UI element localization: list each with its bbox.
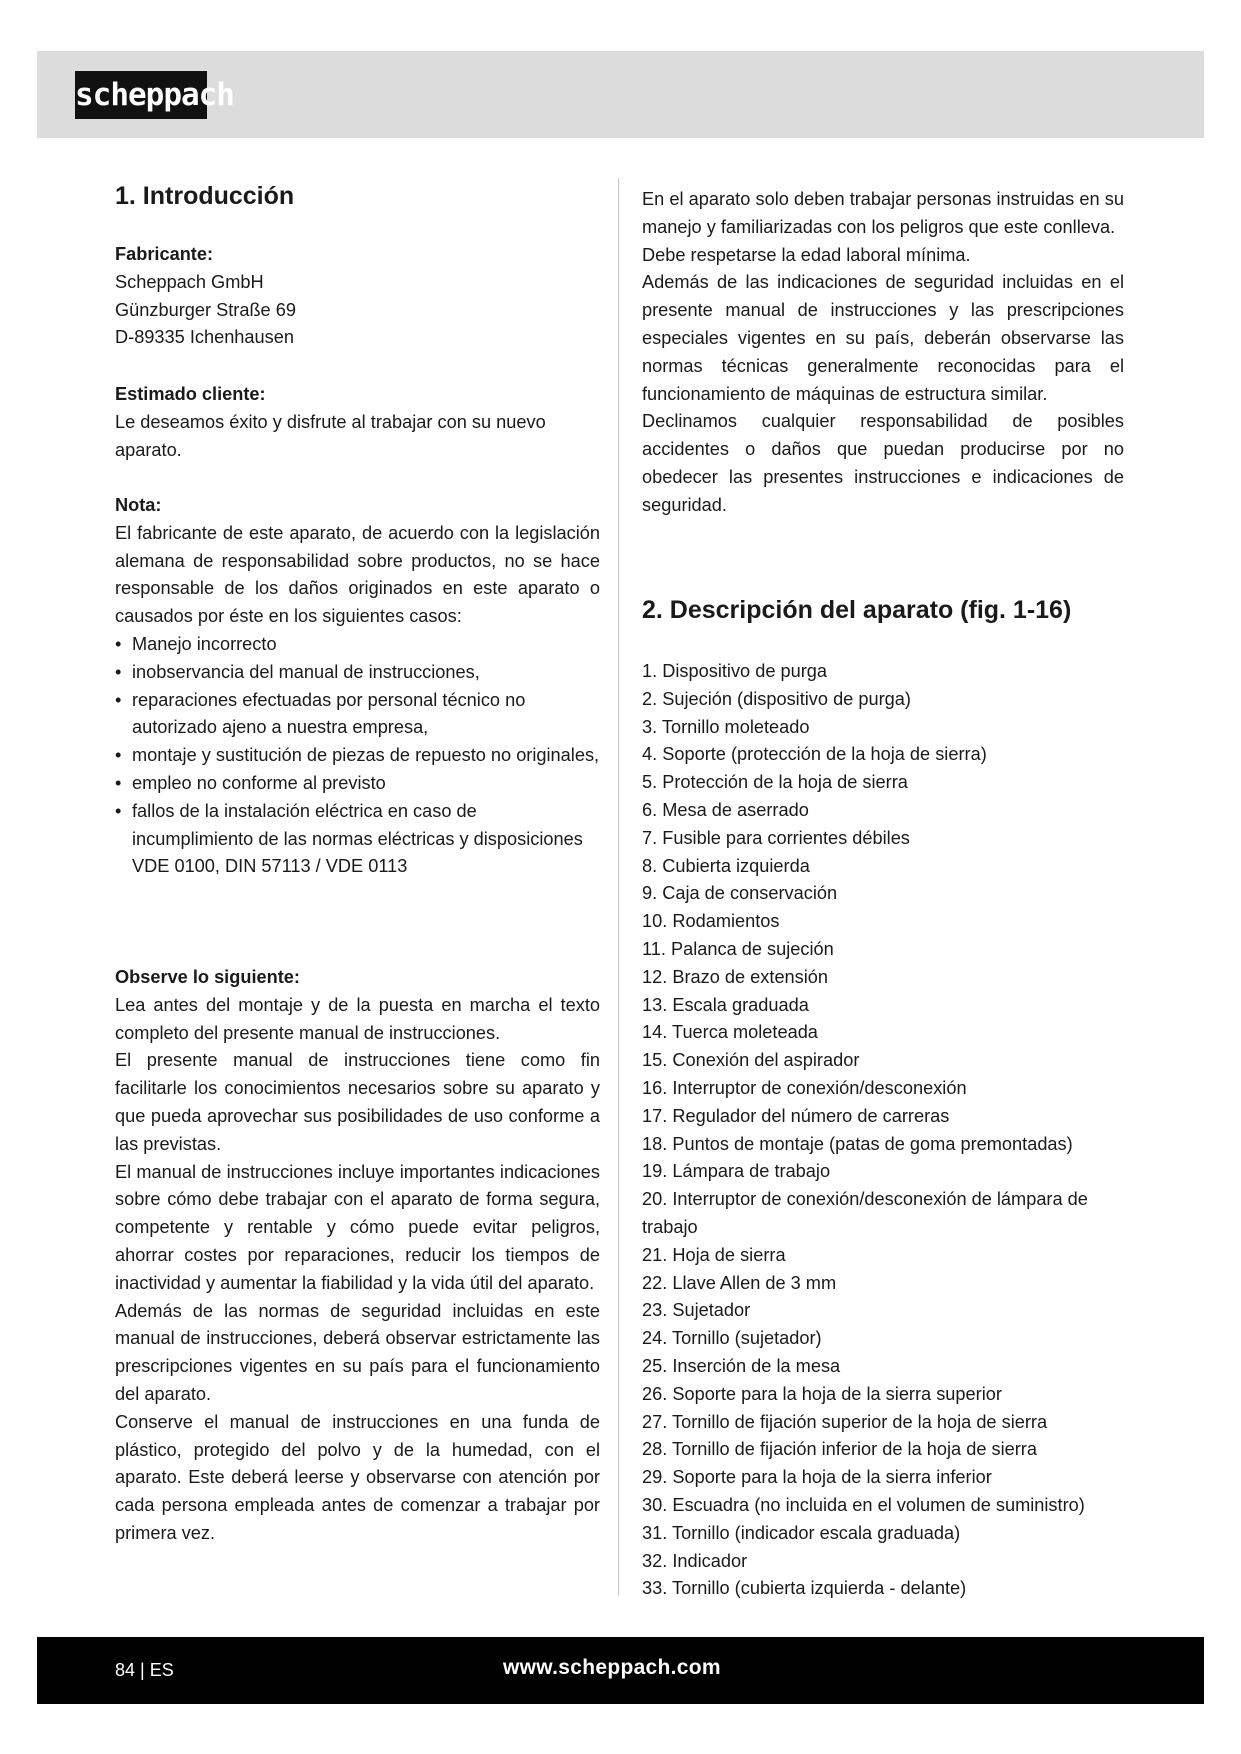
list-item: 29. Soporte para la hoja de la sierra inferior (642, 1467, 992, 1488)
safety-paragraph: Declinamos cualquier responsabilidad de posibles accidentes o daños que puedan producirse por no obedecer las presentes instrucciones e indicaciones de seguridad. (642, 411, 1124, 515)
column-divider (618, 178, 619, 1596)
observe-paragraph: El presente manual de instrucciones tiene como fin facilitarle los conocimientos necesarios sobre su aparato y que pueda aprovechar sus posibilidades de uso conforme a las previstas. (115, 1050, 600, 1154)
list-item: 14. Tuerca moleteada (642, 1022, 818, 1043)
list-item: 19. Lámpara de trabajo (642, 1161, 831, 1182)
observe-block (115, 964, 600, 1548)
list-item: • inobservancia del manual de instrucciones, (115, 659, 600, 687)
note-label: Nota: (115, 495, 162, 515)
observe-paragraph: Lea antes del montaje y de la puesta en marcha el texto completo del presente manual de instrucciones. (115, 994, 600, 1043)
list-item: 33. Tornillo (cubierta izquierda - delante) (642, 1578, 967, 1599)
website-link[interactable]: www.scheppach.com (503, 1656, 721, 1679)
scheppach-logo: scheppach (75, 71, 207, 119)
list-item: 6. Mesa de aserrado (642, 799, 809, 820)
note-text: El fabricante de este aparato, de acuerdo con la legislación alemana de responsabilidad sobre productos, no se hace responsable de los daños originados en este aparato o causados por éste en los siguientes casos: (115, 522, 600, 627)
observe-paragraph: El manual de instrucciones incluye importantes indicaciones sobre cómo debe trabajar con el aparato de forma segura, competente y rentable y cómo puede evitar peligros, ahorrar costes por reparaciones, reducir los tiempos de inactividad y aumentar la fiabilidad y la vida útil del aparato. (115, 1161, 600, 1293)
list-item: 8. Cubierta izquierda (642, 855, 810, 876)
list-item: 27. Tornillo de fijación superior de la hoja de sierra (642, 1411, 1048, 1432)
manufacturer-block (115, 241, 296, 352)
list-item: 10. Rodamientos (642, 911, 780, 932)
manufacturer-label: Fabricante: (115, 244, 214, 264)
list-item: • montaje y sustitución de piezas de repuesto no originales, (115, 742, 600, 770)
list-item: 20. Interruptor de conexión/desconexión de lámpara de trabajo (642, 1189, 1088, 1237)
list-item: 15. Conexión del aspirador (642, 1050, 860, 1071)
list-item: • reparaciones efectuadas por personal técnico no autorizado ajeno a nuestra empresa, (115, 687, 600, 743)
list-item: 7. Fusible para corrientes débiles (642, 827, 910, 848)
customer-block (115, 381, 600, 464)
list-item: • Manejo incorrecto (115, 631, 600, 659)
note-list (115, 631, 600, 881)
list-item: 2. Sujeción (dispositivo de purga) (642, 688, 911, 709)
list-item: 21. Hoja de sierra (642, 1244, 786, 1265)
list-item: 30. Escuadra (no incluida en el volumen de suministro) (642, 1494, 1085, 1515)
list-item: 18. Puntos de montaje (patas de goma premontadas) (642, 1133, 1073, 1154)
list-item: 22. Llave Allen de 3 mm (642, 1272, 837, 1293)
safety-paragraph: Debe respetarse la edad laboral mínima. (642, 244, 971, 265)
safety-paragraph: Además de las indicaciones de seguridad incluidas en el presente manual de instrucciones y las prescripciones especiales vigentes en su país, deberán observarse las normas técnicas generalmente reconocidas para el funcionamiento de máquinas de estructura similar. (642, 272, 1124, 404)
list-item: • empleo no conforme al previsto (115, 770, 600, 798)
list-item: • fallos de la instalación eléctrica en caso de incumplimiento de las normas eléctricas y disposiciones VDE 0100, DIN 57113 / VDE 0113 (115, 798, 600, 881)
list-item: 13. Escala graduada (642, 994, 809, 1015)
list-item: 1. Dispositivo de purga (642, 661, 828, 681)
section-heading-description: 2. Descripción del aparato (fig. 1-16) (642, 596, 1072, 624)
customer-label: Estimado cliente: (115, 384, 266, 404)
list-item: 24. Tornillo (sujetador) (642, 1328, 822, 1349)
section-heading-introduction: 1. Introducción (115, 182, 295, 210)
list-item: 17. Regulador del número de carreras (642, 1105, 950, 1126)
manufacturer-name: Scheppach GmbH (115, 271, 264, 292)
observe-paragraph: Conserve el manual de instrucciones en una funda de plástico, protegido del polvo y de la humedad, con el aparato. Este deberá leerse y observarse con atención por cada persona empleada antes de comenzar a trabajar por primera vez. (115, 1411, 600, 1543)
manufacturer-street: Günzburger Straße 69 (115, 299, 296, 320)
list-item: 32. Indicador (642, 1550, 748, 1571)
list-item: 31. Tornillo (indicador escala graduada) (642, 1522, 961, 1543)
list-item: 28. Tornillo de fijación inferior de la hoja de sierra (642, 1439, 1037, 1460)
page-footer (37, 1637, 1204, 1704)
note-block (115, 492, 600, 881)
list-item: 4. Soporte (protección de la hoja de sierra) (642, 744, 987, 765)
page-header (37, 51, 1204, 138)
observe-paragraph: Además de las normas de seguridad incluidas en este manual de instrucciones, deberá observar estrictamente las prescripciones vigentes en su país para el funcionamiento del aparato. (115, 1300, 600, 1404)
list-item: 11. Palanca de sujeción (642, 938, 834, 959)
page-number: 84 | ES (115, 1660, 174, 1680)
list-item: 26. Soporte para la hoja de la sierra superior (642, 1383, 1002, 1404)
list-item: 12. Brazo de extensión (642, 966, 829, 987)
list-item: 16. Interruptor de conexión/desconexión (642, 1077, 967, 1098)
list-item: 9. Caja de conservación (642, 883, 838, 904)
list-item: 23. Sujetador (642, 1300, 751, 1321)
safety-intro-block (642, 186, 1124, 520)
customer-text: Le deseamos éxito y disfrute al trabajar con su nuevo aparato. (115, 411, 546, 460)
manufacturer-city: D-89335 Ichenhausen (115, 327, 294, 348)
parts-list (642, 658, 1132, 1603)
safety-paragraph: En el aparato solo deben trabajar personas instruidas en su manejo y familiarizadas con los peligros que este conlleva. (642, 189, 1124, 237)
list-item: 3. Tornillo moleteado (642, 716, 810, 737)
list-item: 5. Protección de la hoja de sierra (642, 772, 908, 793)
observe-label: Observe lo siguiente: (115, 967, 300, 987)
list-item: 25. Inserción de la mesa (642, 1355, 841, 1376)
